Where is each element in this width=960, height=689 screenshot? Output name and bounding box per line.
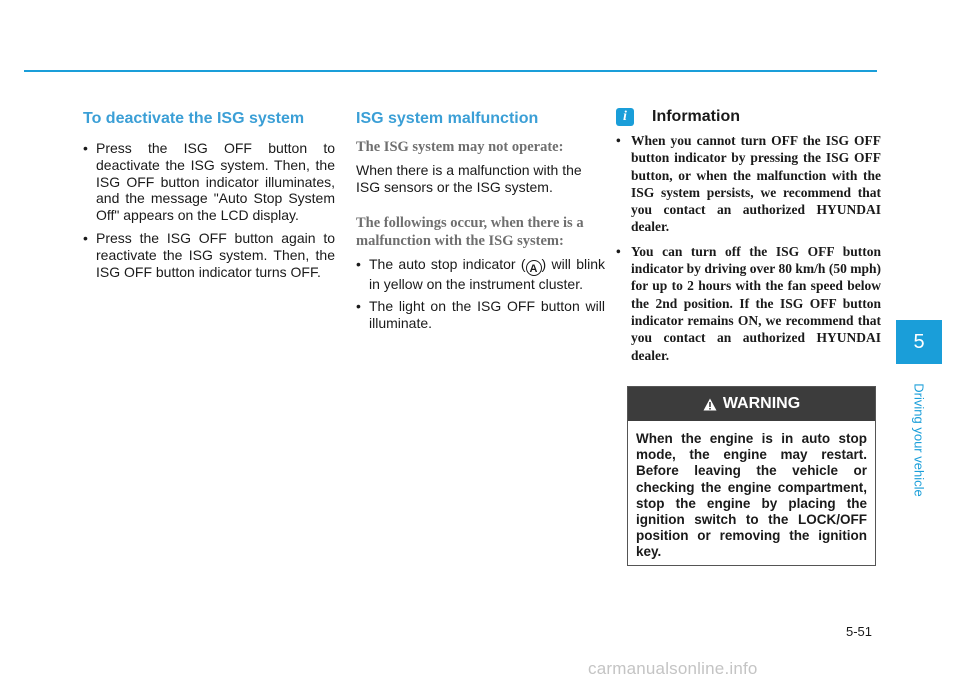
auto-stop-text-after: ) will blink in yellow on the instrument cluster. [369, 255, 605, 292]
information-list [612, 132, 880, 364]
subhead-followings-occur: The followings occur, when there is a malfunction with the ISG system: [356, 214, 584, 249]
column-deactivate [83, 108, 335, 286]
chapter-label: Driving your vehicle [911, 383, 927, 497]
malfunction-body: When there is a malfunction with the ISG sensors or the ISG system. [356, 162, 582, 195]
information-title: Information [652, 108, 740, 125]
section-heading-deactivate: To deactivate the ISG system [83, 110, 305, 127]
section-heading-malfunction: ISG system malfunction [356, 110, 539, 127]
page-number: 5-51 [846, 624, 873, 639]
subhead-may-not-operate: The ISG system may not operate: [356, 139, 564, 155]
watermark: carmanualsonline.info [588, 659, 758, 678]
warning-triangle-icon [703, 398, 717, 411]
chapter-tab: 5 [896, 320, 942, 364]
list-item: • When you cannot turn OFF the ISG OFF button indicator by pressing the ISG OFF button, or when the malfunction with the ISG system persists, we recommend that you contact an authorized HYUNDAI dealer. [614, 132, 881, 236]
top-rule [24, 70, 877, 72]
deactivate-list [83, 140, 335, 280]
warning-title: WARNING [722, 395, 801, 412]
auto-stop-indicator-icon: A [526, 260, 542, 276]
malfunction-list [356, 256, 605, 332]
column-malfunction [356, 108, 605, 338]
list-item: • Press the ISG OFF button to deactivate the ISG system. Then, the ISG OFF button indicator illuminates, and the message "Auto Stop System Off" appears on the LCD display. [83, 140, 335, 224]
info-icon: i [616, 108, 634, 126]
warning-header [628, 387, 875, 421]
warning-box [627, 386, 876, 566]
column-information [612, 108, 880, 371]
list-item: • The light on the ISG OFF button will illuminate. [356, 298, 605, 332]
list-item: • You can turn off the ISG OFF button indicator by driving over 80 km/h (50 mph) for up to 2 hours with the fan speed below the 2nd position. If the ISG OFF button indicator remains ON, we recommend that you contact an authorized HYUNDAI dealer. [614, 243, 881, 364]
list-item: • Press the ISG OFF button again to reactivate the ISG system. Then, the ISG OFF button indicator turns OFF. [83, 230, 335, 280]
warning-text: When the engine is in auto stop mode, the engine may restart. Before leaving the vehicle or checking the engine compartment, stop the engine by placing the ignition switch to the LOCK/OFF position or removing the ignition key. [636, 431, 867, 560]
list-item [356, 256, 605, 293]
auto-stop-text-before: The auto stop indicator ( [369, 255, 526, 272]
information-header [616, 108, 880, 126]
